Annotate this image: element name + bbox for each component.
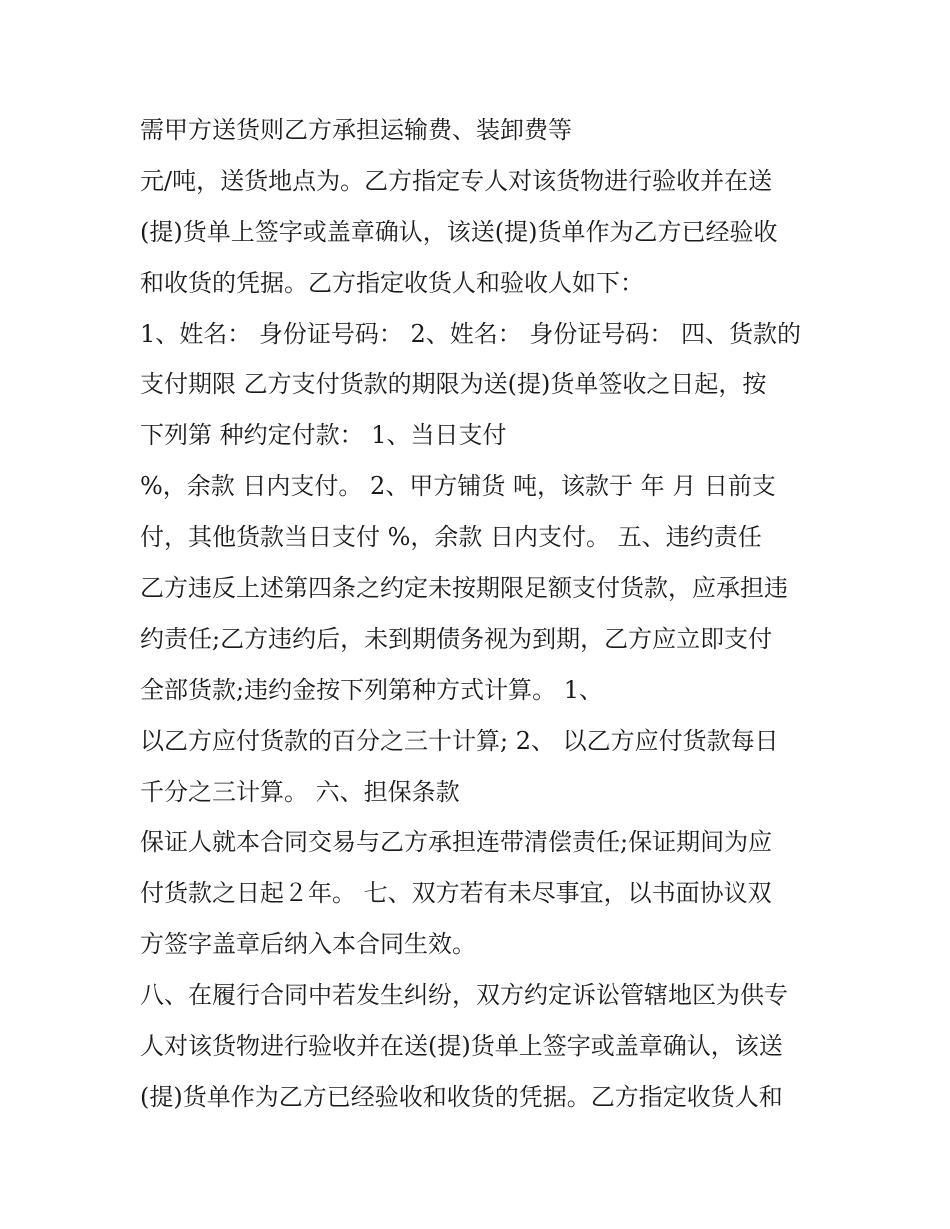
- text-line: 付货款之日起２年。 七、双方若有未尽事宜，以书面协议双: [140, 879, 772, 908]
- text-line: 八、在履行合同中若发生纠纷，双方约定诉讼管辖地区为供专: [140, 981, 788, 1010]
- text-line: 全部货款;违约金按下列第种方式计算。 1、: [140, 675, 603, 704]
- text-line: 支付期限 乙方支付货款的期限为送(提)货单签收之日起，按: [140, 370, 767, 399]
- text-line: (提)货单上签字或盖章确认，该送(提)货单作为乙方已经验收: [140, 217, 778, 246]
- text-line: 以乙方应付货款的百分之三十计算; 2、 以乙方应付货款每日: [140, 726, 779, 755]
- text-line: 下列第 种约定付款： 1、当日支付: [140, 421, 507, 450]
- text-line: 元/吨，送货地点为。乙方指定专人对该货物进行验收并在送: [140, 166, 773, 195]
- text-line: 约责任;乙方违约后，未到期债务视为到期，乙方应立即支付: [140, 624, 773, 653]
- text-line: (提)货单作为乙方已经验收和收货的凭据。乙方指定收货人和: [140, 1082, 783, 1111]
- text-line: 方签字盖章后纳入本合同生效。: [140, 930, 476, 959]
- text-line: 乙方违反上述第四条之约定未按期限足额支付货款，应承担违: [140, 574, 788, 603]
- text-line: 保证人就本合同交易与乙方承担连带清偿责任;保证期间为应: [140, 828, 773, 857]
- text-line: %，余款 日内支付。 2、甲方铺货 吨，该款于 年 月 日前支: [140, 472, 776, 501]
- text-line: 千分之三计算。 六、担保条款: [140, 777, 460, 806]
- text-line: 和收货的凭据。乙方指定收货人和验收人如下：: [140, 268, 644, 297]
- text-line: 付，其他货款当日支付 %，余款 日内支付。 五、违约责任: [140, 523, 762, 552]
- text-line: 1、姓名： 身份证号码： 2、姓名： 身份证号码： 四、货款的: [140, 319, 802, 348]
- contract-text-block: [140, 108, 830, 1126]
- text-line: 需甲方送货则乙方承担运输费、装卸费等: [140, 116, 572, 144]
- text-line: 人对该货物进行验收并在送(提)货单上签字或盖章确认，该送: [140, 1032, 783, 1061]
